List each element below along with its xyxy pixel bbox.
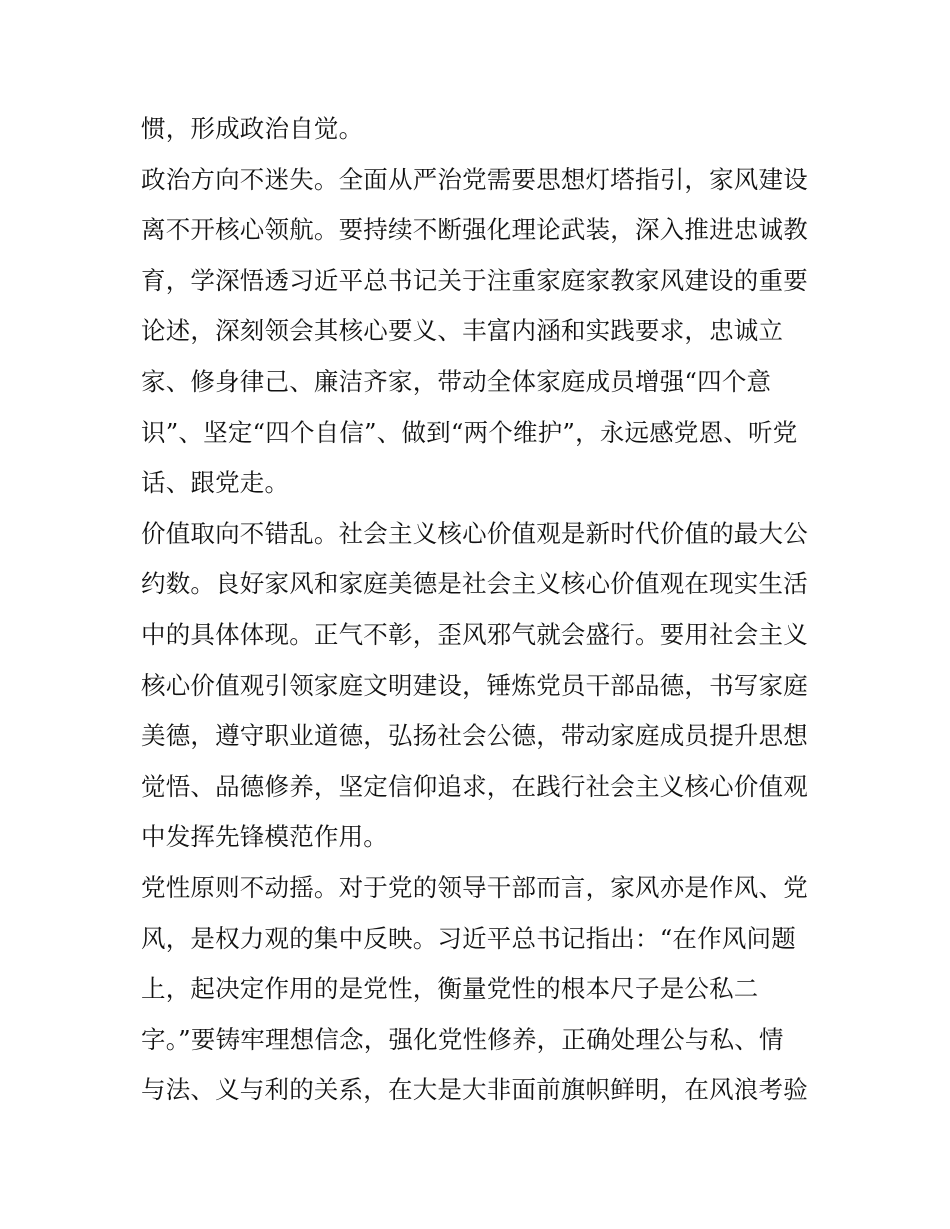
text-line: 政治方向不迷失。全面从严治党需要思想灯塔指引，家风建设 xyxy=(141,164,808,194)
text-line: 惯，形成政治自觉。 xyxy=(141,114,364,143)
text-line: 觉悟、品德修养，坚定信仰追求，在践行社会主义核心价值观 xyxy=(141,771,808,801)
document-body xyxy=(141,108,821,1120)
text-line: 话、跟党走。 xyxy=(141,468,290,498)
text-line: 上，起决定作用的是党性，衡量党性的根本尺子是公私二 xyxy=(141,974,759,1004)
text-line: 价值取向不错乱。社会主义核心价值观是新时代价值的最大公 xyxy=(141,518,808,548)
text-line: 与法、义与利的关系，在大是大非面前旗帜鲜明，在风浪考验 xyxy=(141,1075,808,1105)
text-line: 离不开核心领航。要持续不断强化理论武装，深入推进忠诚教 xyxy=(141,215,808,245)
text-line: 家、修身律己、廉洁齐家，带动全体家庭成员增强“四个意 xyxy=(141,366,772,396)
text-line: 党性原则不动摇。对于党的领导干部而言，家风亦是作风、党 xyxy=(141,872,808,902)
text-line: 约数。良好家风和家庭美德是社会主义核心价值观在现实生活 xyxy=(141,569,808,599)
text-line: 中发挥先锋模范作用。 xyxy=(141,822,388,852)
text-line: 核心价值观引领家庭文明建设，锤炼党员干部品德，书写家庭 xyxy=(141,670,808,700)
text-line: 字。”要铸牢理想信念，强化党性修养，正确处理公与私、情 xyxy=(141,1024,784,1054)
text-line: 识”、坚定“四个自信”、做到“两个维护”，永远感党恩、听党 xyxy=(141,417,798,447)
text-line: 论述，深刻领会其核心要义、丰富内涵和实践要求，忠诚立 xyxy=(141,316,784,346)
text-line: 育，学深悟透习近平总书记关于注重家庭家教家风建设的重要 xyxy=(141,265,808,295)
text-line: 美德，遵守职业道德，弘扬社会公德，带动家庭成员提升思想 xyxy=(141,721,808,751)
text-line: 中的具体体现。正气不彰，歪风邪气就会盛行。要用社会主义 xyxy=(141,619,808,649)
text-line: 风，是权力观的集中反映。习近平总书记指出：“在作风问题 xyxy=(141,923,796,953)
